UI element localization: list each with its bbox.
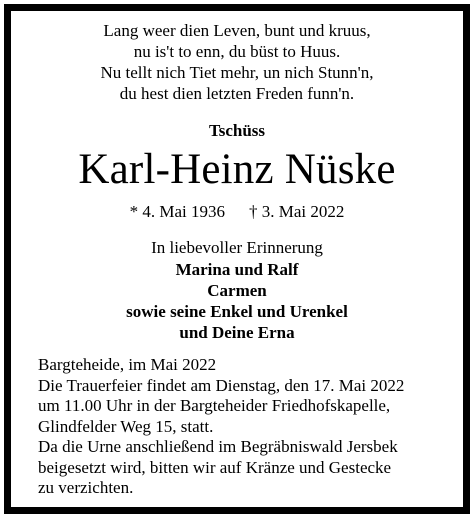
details-line: Die Trauerfeier findet am Dienstag, den 17. Mai 2022 xyxy=(38,375,405,395)
details-line: zu verzichten. xyxy=(38,478,134,497)
details-line: um 11.00 Uhr in der Bargteheider Friedhofskapelle, xyxy=(38,396,391,415)
life-dates xyxy=(11,201,463,223)
poem-line: du hest dien letzten Freden funn'n. xyxy=(119,84,355,103)
details-line: Bargteheide, im Mai 2022 xyxy=(38,355,217,374)
deceased-name: Karl-Heinz Nüske xyxy=(78,146,396,193)
details-line: beigesetzt wird, bitten wir auf Kränze und Gestecke xyxy=(38,457,392,477)
mourners-list xyxy=(11,259,463,343)
mourner-line: und Deine Erna xyxy=(179,323,295,342)
mourner-line: Carmen xyxy=(207,281,267,300)
mourner-line: sowie seine Enkel und Urenkel xyxy=(126,302,348,321)
mourner-line: Marina und Ralf xyxy=(175,260,299,279)
details-line: Da die Urne anschließend im Begräbniswald Jersbek xyxy=(38,437,398,456)
memory-line: In liebevoller Erinnerung xyxy=(151,238,323,257)
death-date: † 3. Mai 2022 xyxy=(249,202,345,221)
poem-line: nu is't to enn, du büst to Huus. xyxy=(133,42,341,61)
poem xyxy=(11,20,463,104)
poem-line: Lang weer dien Leven, bunt und kruus, xyxy=(103,21,371,40)
birth-date: * 4. Mai 1936 xyxy=(129,202,225,221)
obituary-frame xyxy=(4,4,470,514)
poem-line: Nu tellt nich Tiet mehr, un nich Stunn'n, xyxy=(100,63,374,82)
farewell-heading: Tschüss xyxy=(208,121,266,140)
details-line: Glindfelder Weg 15, statt. xyxy=(38,416,214,436)
funeral-details xyxy=(38,355,458,499)
